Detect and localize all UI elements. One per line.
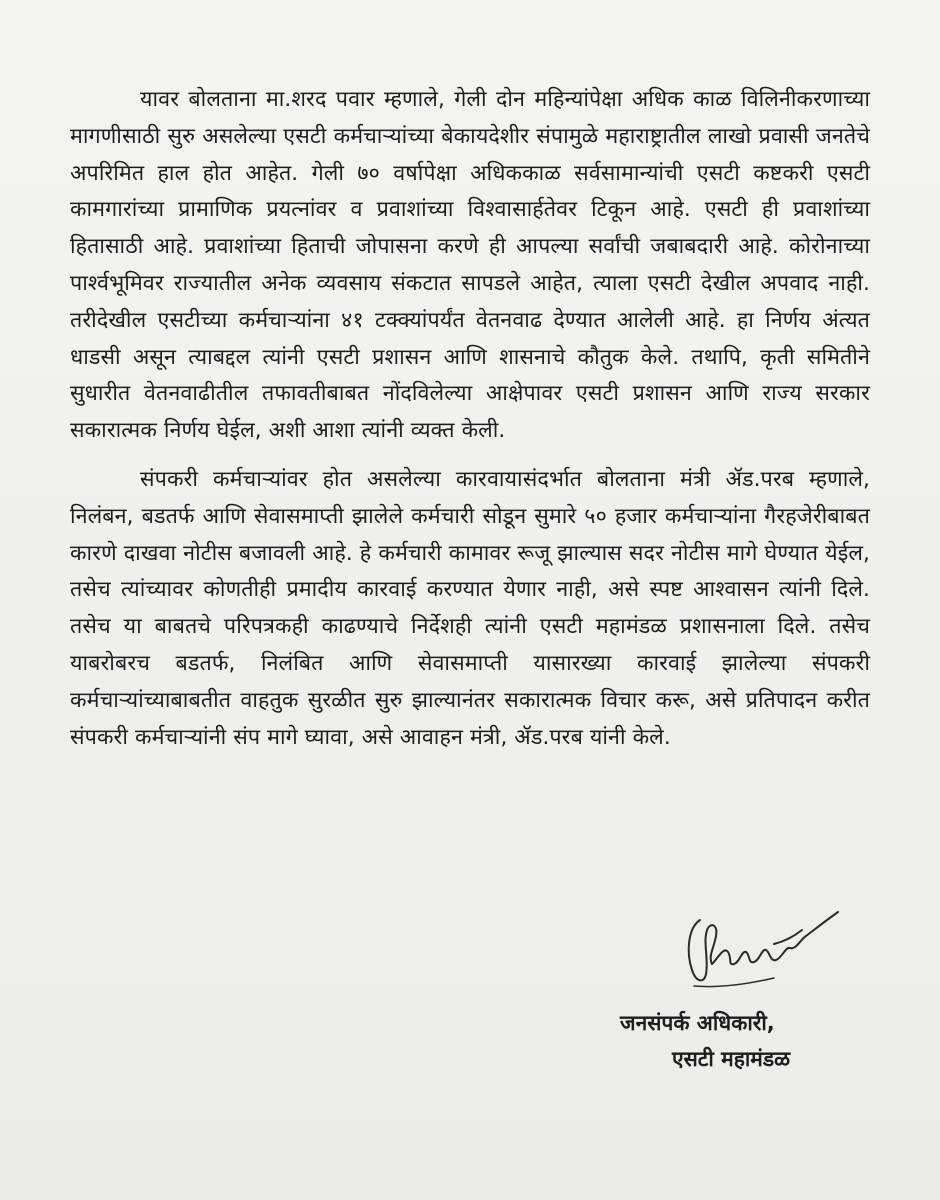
paragraph-sharad-pawar-statement: यावर बोलताना मा.शरद पवार म्हणाले, गेली दोन महिन्यांपेक्षा अधिक काळ विलिनीकरणाच्या मागणीसाठी सुरु असलेल्या एसटी कर्मचाऱ्यांच्या बेकायदेशीर संपामुळे महाराष्ट्रातील लाखो प्रवासी जनतेचे अपरिमित हाल होत आहेत. गेली ७० वर्षापेक्षा अधिककाळ सर्वसामान्यांची एसटी कष्टकरी एसटी कामगारांच्या प्रामाणिक प्रयत्नांवर व प्रवाशांच्या विश्वासार्हतेवर टिकून आहे. एसटी ही प्रवाशांच्या हितासाठी आहे. प्रवाशांच्या हिताची जोपासना करणे ही आपल्या सर्वांची जबाबदारी आहे. कोरोनाच्या पार्श्वभूमिवर राज्यातील अनेक व्यवसाय संकटात सापडले आहेत, त्याला एसटी देखील अपवाद नाही. तरीदेखील एसटीच्या कर्मचाऱ्यांना ४१ टक्क्यांपर्यंत वेतनवाढ देण्यात आलेली आहे. हा निर्णय अंत्यत धाडसी असून त्याबद्दल त्यांनी एसटी प्रशासन आणि शासनाचे कौतुक केले. तथापि, कृती समितीने सुधारीत वेतनवाढीतील तफावतीबाबत नोंदविलेल्या आक्षेपावर एसटी प्रशासन आणि राज्य सरकार सकारात्मक निर्णय घेईल, अशी आशा त्यांनी व्यक्त केली. bbox=[70, 87, 870, 444]
letter-body bbox=[70, 82, 870, 756]
signatory-organization: एसटी महामंडळ bbox=[672, 1047, 791, 1071]
handwritten-signature bbox=[678, 900, 848, 1000]
signatory-block bbox=[620, 1005, 860, 1077]
signatory-designation: जनसंपर्क अधिकारी, bbox=[620, 1011, 775, 1035]
paragraph-minister-parab-statement: संपकरी कर्मचाऱ्यांवर होत असलेल्या कारवायासंदर्भात बोलताना मंत्री ॲड.परब म्हणाले, निलंबन, बडतर्फ आणि सेवासमाप्ती झालेले कर्मचारी सोडून सुमारे ५० हजार कर्मचाऱ्यांना गैरहजेरीबाबत कारणे दाखवा नोटीस बजावली आहे. हे कर्मचारी कामावर रूजू झाल्यास सदर नोटीस मागे घेण्यात येईल, तसेच त्यांच्यावर कोणतीही प्रमादीय कारवाई करण्यात येणार नाही, असे स्पष्ट आश्वासन त्यांनी दिले. तसेच या बाबतचे परिपत्रकही काढण्याचे निर्देशही त्यांनी एसटी महामंडळ प्रशासनाला दिले. तसेच याबरोबरच बडतर्फ, निलंबित आणि सेवासमाप्ती यासारख्या कारवाई झालेल्या संपकरी कर्मचाऱ्यांच्याबाबतीत वाहतुक सुरळीत सुरु झाल्यानंतर सकारात्मक विचार करू, असे प्रतिपादन करीत संपकरी कर्मचाऱ्यांनी संप मागे घ्यावा, असे आवाहन मंत्री, ॲड.परब यांनी केले. bbox=[70, 466, 870, 750]
